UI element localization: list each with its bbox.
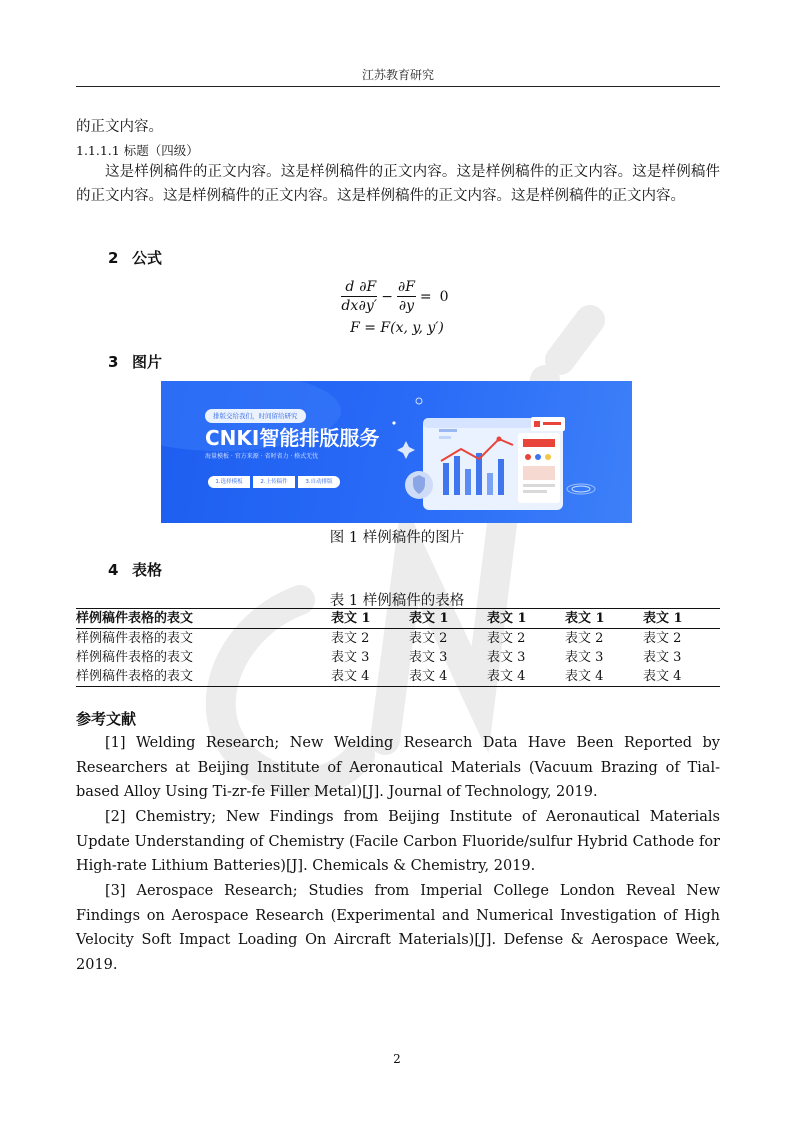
heading-level4: 1.1.1.1 标题（四级） bbox=[76, 143, 199, 158]
table-cell: 表文 2 bbox=[487, 631, 526, 646]
fraction-denominator: ∂y′ bbox=[358, 298, 377, 314]
fraction-dF-dy bbox=[397, 278, 416, 315]
banner-step: 2.上传稿件 bbox=[253, 476, 295, 488]
reference-item: [3] Aerospace Research; Studies from Imperial College London Reveal New Findings on Aerospace Research (Experimental and Numerical Investigation of High Velocity Soft Impact Loading On Aircraft Materials)[J]. Defense & Aerospace Week, 2019. bbox=[76, 883, 720, 973]
figure-banner bbox=[161, 381, 632, 523]
fraction-denominator: dx bbox=[341, 298, 359, 314]
reference-item: [2] Chemistry; New Findings from Beijing Institute of Aeronautical Materials Update Understanding of Chemistry (Facile Carbon Fluoride/sulfur Hybrid Cathode for High-rate Lithium Batteries)[J]. Chemicals & Chemistry, 2019. bbox=[76, 809, 720, 874]
running-header: 江苏教育研究 bbox=[361, 68, 434, 82]
table-row bbox=[76, 648, 720, 667]
fraction-numerator: ∂F bbox=[359, 279, 377, 295]
table-header-cell: 表文 1 bbox=[409, 609, 487, 629]
section-number: 4 bbox=[108, 561, 119, 579]
section-heading-table bbox=[108, 559, 162, 580]
table-cell: 表文 3 bbox=[487, 650, 526, 665]
table-cell: 表文 3 bbox=[409, 650, 448, 665]
banner-step: 1.选择模板 bbox=[208, 476, 250, 488]
section-number: 3 bbox=[108, 353, 119, 371]
header-rule bbox=[76, 86, 720, 87]
section-heading-formula bbox=[108, 247, 162, 268]
table-row bbox=[76, 629, 720, 649]
table-header-cell: 表文 1 bbox=[487, 609, 565, 629]
table-cell: 表文 2 bbox=[643, 631, 682, 646]
banner-illustration bbox=[161, 381, 632, 523]
section-title: 图片 bbox=[132, 353, 163, 371]
table-header-cell: 表文 1 bbox=[643, 609, 720, 629]
banner-step: 3.自动排版 bbox=[298, 476, 340, 488]
references-heading: 参考文献 bbox=[76, 710, 137, 728]
table-cell: 表文 4 bbox=[487, 667, 565, 687]
fraction-d-dx bbox=[341, 278, 358, 315]
table-cell: 表文 2 bbox=[565, 631, 604, 646]
table-cell: 表文 2 bbox=[331, 631, 370, 646]
section-heading-figure bbox=[108, 351, 162, 372]
fraction-numerator: d bbox=[341, 278, 358, 297]
equals-sign: = bbox=[419, 288, 432, 305]
fraction-denominator: ∂y bbox=[398, 298, 415, 314]
table-cell: 表文 3 bbox=[565, 650, 604, 665]
equation-2: F = F(x, y, y′) bbox=[350, 320, 444, 336]
table-cell: 样例稿件表格的表文 bbox=[76, 667, 331, 687]
fraction-dF-dy-prime bbox=[358, 278, 377, 315]
banner-subtitle: 海量模板 · 官方来源 · 省时省力 · 格式无忧 bbox=[205, 453, 319, 460]
table-cell: 表文 2 bbox=[409, 631, 448, 646]
figure-caption: 图 1 样例稿件的图片 bbox=[329, 530, 465, 546]
section-number: 2 bbox=[108, 249, 119, 267]
table-cell: 表文 4 bbox=[643, 667, 720, 687]
data-table bbox=[76, 608, 720, 687]
table-header-cell: 样例稿件表格的表文 bbox=[76, 609, 331, 629]
table-cell: 表文 4 bbox=[331, 667, 409, 687]
section-title: 公式 bbox=[132, 249, 163, 267]
table-header-cell: 表文 1 bbox=[331, 609, 409, 629]
fraction-numerator: ∂F bbox=[397, 279, 415, 295]
table-cell: 样例稿件表格的表文 bbox=[76, 650, 194, 665]
table-header-cell: 表文 1 bbox=[565, 609, 643, 629]
table-cell: 表文 4 bbox=[565, 667, 643, 687]
section-title: 表格 bbox=[132, 561, 163, 579]
table-cell: 表文 4 bbox=[409, 667, 487, 687]
table-cell: 表文 3 bbox=[331, 650, 370, 665]
banner-pill bbox=[205, 409, 306, 423]
table-header-row bbox=[76, 609, 720, 629]
banner-title: CNKI智能排版服务 bbox=[205, 426, 380, 450]
body-paragraph: 这是样例稿件的正文内容。这是样例稿件的正文内容。这是样例稿件的正文内容。这是样例稿件的正文内容。这是样例稿件的正文内容。这是样例稿件的正文内容。这是样例稿件的正文内容。 bbox=[76, 164, 720, 204]
table-cell: 样例稿件表格的表文 bbox=[76, 631, 194, 646]
banner-pill-text: 排版交给我们，时间留给研究 bbox=[213, 412, 298, 420]
page-number: 2 bbox=[393, 1052, 401, 1066]
zero: 0 bbox=[439, 288, 449, 305]
table-row bbox=[76, 667, 720, 687]
equation-1 bbox=[0, 278, 794, 315]
table-cell: 表文 3 bbox=[643, 650, 682, 665]
table-caption: 表 1 样例稿件的表格 bbox=[329, 593, 465, 609]
minus-sign: − bbox=[381, 288, 393, 305]
body-continuation: 的正文内容。 bbox=[76, 119, 163, 135]
reference-item: [1] Welding Research; New Welding Research Data Have Been Reported by Researchers at Beijing Institute of Aeronautical Materials (Vacuum Brazing of Tial-based Alloy Using Ti-zr-fe Filler Metal)[J]. Journal of Technology, 2019. bbox=[76, 735, 720, 800]
